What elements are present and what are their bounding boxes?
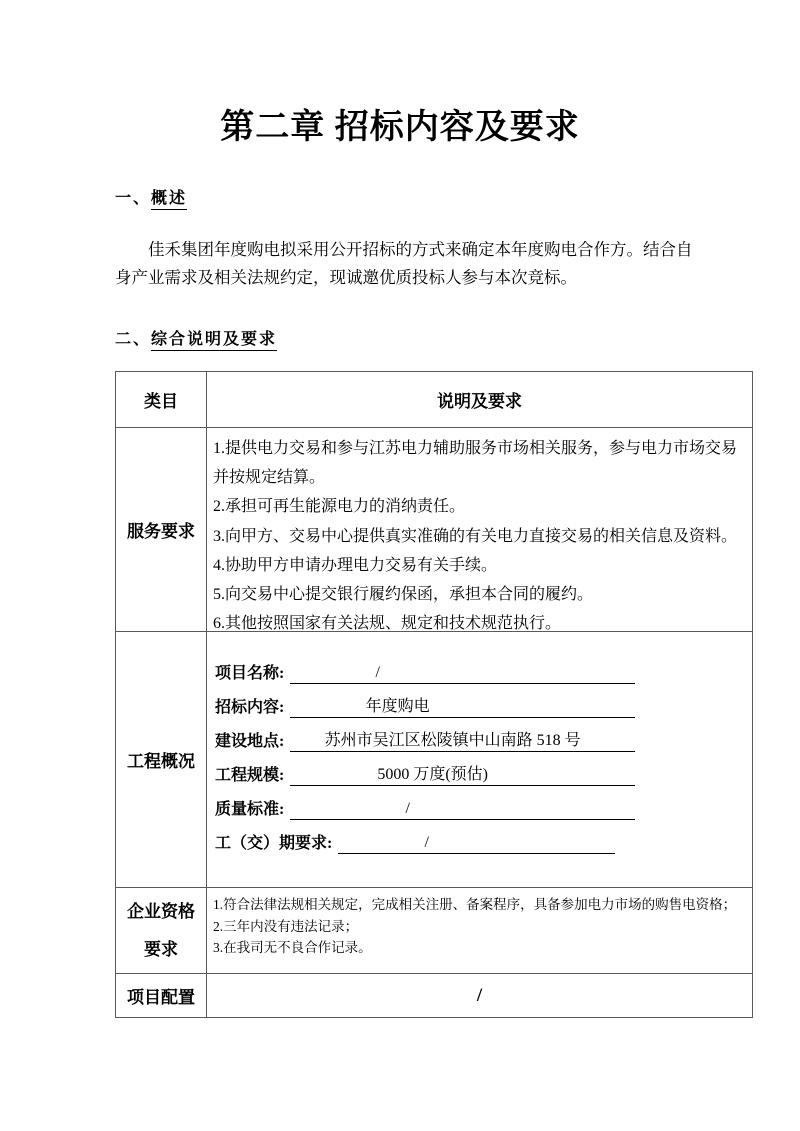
project-overview-label: 工程概况 <box>116 632 207 887</box>
field-label: 招标内容: <box>215 699 285 716</box>
field-project-name <box>215 650 635 684</box>
field-schedule-requirement <box>215 820 615 854</box>
service-line: 3.向甲方、交易中心提供真实准确的有关电力直接交易的相关信息及资料。 <box>213 527 738 545</box>
service-requirements-row <box>116 427 752 631</box>
qualification-line: 2.三年内没有违法记录； <box>213 918 359 934</box>
section-overview-heading <box>115 185 187 208</box>
qualification-line: 3.在我司无不良合作记录。 <box>213 940 372 955</box>
overview-paragraph-line: 佳禾集团年度购电拟采用公开招标的方式来确定本年度购电合作方。结合自 <box>148 240 693 259</box>
service-line: 4.协助甲方申请办理电力交易有关手续。 <box>213 556 498 574</box>
project-configuration-value: / <box>476 984 483 1006</box>
section-requirements-heading <box>115 326 277 349</box>
section-requirements-title: 综合说明及要求 <box>151 331 277 351</box>
overview-paragraph-line: 身产业需求及相关法规约定，现诚邀优质投标人参与本次竞标。 <box>115 268 577 287</box>
service-line: 1.提供电力交易和参与江苏电力辅助服务市场相关服务，参与电力市场交易 <box>213 440 738 457</box>
service-line: 2.承担可再生能源电力的消纳责任。 <box>213 498 466 516</box>
field-underline-value: 5000 万度(预估) <box>290 765 635 786</box>
qualification-label-line: 要求 <box>144 939 178 959</box>
document-title: 第二章 招标内容及要求 <box>220 109 580 146</box>
field-construction-site <box>215 718 635 752</box>
field-underline-value: / <box>338 833 615 854</box>
enterprise-qualification-content <box>207 888 752 973</box>
service-line: 并按规定结算。 <box>213 469 326 487</box>
field-label: 工程规模: <box>215 767 285 784</box>
qualification-line: 1.符合法律法规相关规定，完成相关注册、备案程序，具备参加电力市场的购售电资格； <box>213 897 737 912</box>
qualification-label-line: 企业资格 <box>127 901 195 921</box>
project-overview-row <box>116 631 752 887</box>
project-configuration-label: 项目配置 <box>116 974 207 1017</box>
table-header-row <box>116 372 752 427</box>
section-overview-title: 概述 <box>151 190 187 210</box>
section-overview-number: 一、 <box>115 190 152 207</box>
project-overview-content <box>207 632 752 887</box>
field-underline-value: 年度购电 <box>290 697 635 718</box>
overview-paragraph <box>115 236 693 292</box>
service-line: 5.向交易中心提交银行履约保函，承担本合同的履约。 <box>213 585 594 603</box>
field-label: 工（交）期要求: <box>215 835 333 852</box>
service-requirements-content <box>207 428 752 631</box>
field-quality-standard <box>215 786 635 820</box>
field-label: 质量标准: <box>215 801 285 818</box>
requirements-table <box>115 371 753 1018</box>
enterprise-qualification-label <box>116 888 207 973</box>
project-configuration-row <box>116 973 752 1017</box>
enterprise-qualification-row <box>116 887 752 973</box>
field-underline-value: 苏州市吴江区松陵镇中山南路 518 号 <box>290 731 635 752</box>
service-requirements-label: 服务要求 <box>116 428 207 631</box>
field-label: 建设地点: <box>215 733 285 750</box>
service-line: 6.其他按照国家有关法规、规定和技术规范执行。 <box>213 615 562 633</box>
field-underline-value: / <box>290 799 635 820</box>
header-cell-category: 类目 <box>116 372 207 427</box>
field-bid-content <box>215 684 635 718</box>
section-requirements-number: 二、 <box>115 331 152 348</box>
field-label: 项目名称: <box>215 665 285 682</box>
header-cell-description: 说明及要求 <box>437 392 522 411</box>
field-project-scale <box>215 752 635 786</box>
field-underline-value: / <box>290 663 635 684</box>
